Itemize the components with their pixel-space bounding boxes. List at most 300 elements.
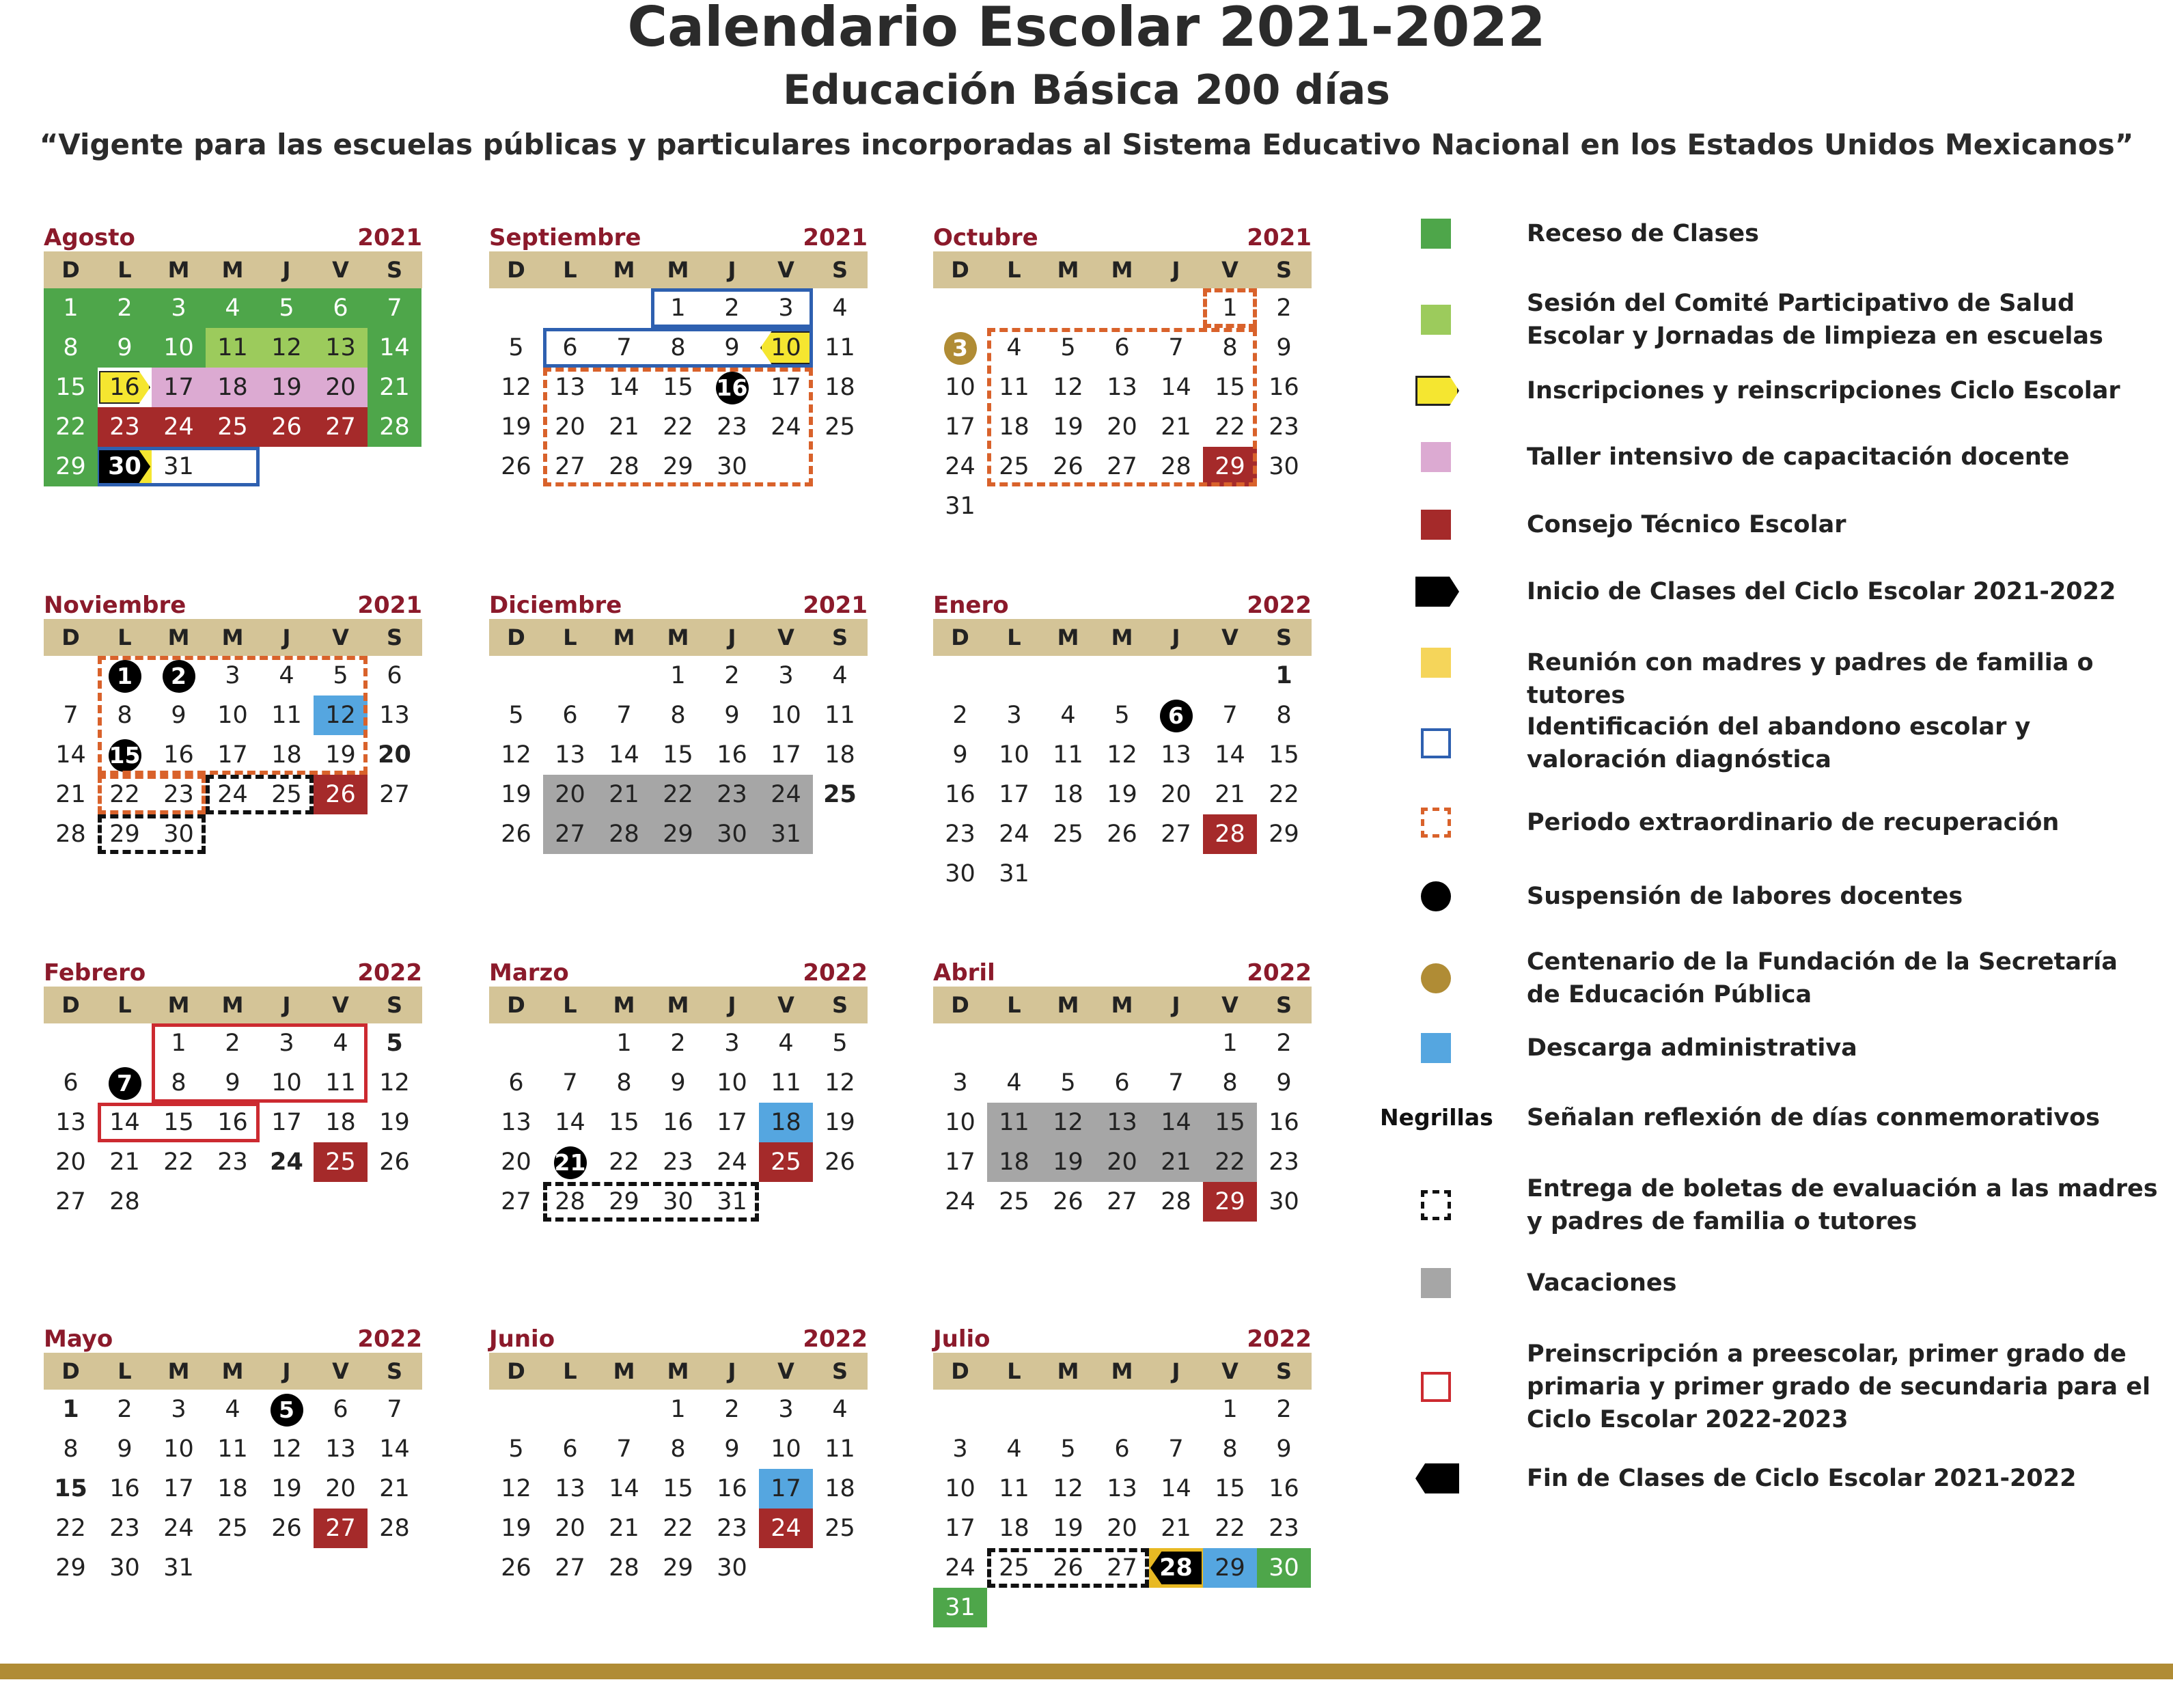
day-cell: 2	[724, 662, 740, 689]
day-cell: 22	[109, 781, 140, 808]
weekday-label: D	[951, 257, 969, 283]
day-cell	[1149, 695, 1203, 735]
day-cell: 28	[109, 1188, 140, 1215]
day-cell: 27	[314, 1509, 368, 1548]
day-cell: 9	[1276, 1435, 1292, 1463]
legend-label: Consejo Técnico Escolar	[1527, 511, 1846, 538]
weekday-label: M	[667, 992, 689, 1018]
day-cell: 2	[1276, 1030, 1292, 1057]
day-cell: 10	[717, 1069, 747, 1097]
day-cell: 18	[1053, 781, 1083, 808]
day-cell: 29	[55, 1554, 86, 1582]
day-cell: 23	[1269, 413, 1299, 441]
day-cell: 25	[825, 413, 855, 441]
day-cell: 2	[1276, 1396, 1292, 1423]
weekday-label: V	[332, 257, 349, 283]
day-cell: 31	[945, 493, 975, 520]
day-cell: 8	[117, 702, 133, 729]
day-cell: 3	[724, 1030, 740, 1057]
legend-swatch	[1421, 442, 1451, 472]
weekday-label: S	[386, 257, 403, 283]
day-cell: 6	[562, 334, 578, 361]
day-cell: 27	[55, 1188, 86, 1215]
month-header	[933, 592, 1312, 619]
month-febrero	[44, 959, 422, 1342]
legend-dashed-swatch	[1421, 1190, 1451, 1220]
day-cell: 20	[555, 1515, 585, 1542]
weekday-label: D	[61, 992, 80, 1018]
day-cell: 12	[1053, 1475, 1083, 1502]
day-cell: 14	[1161, 1475, 1191, 1502]
month-year: 2021	[803, 224, 868, 251]
day-cell: 5	[333, 662, 348, 689]
weekday-label: M	[1111, 624, 1133, 650]
day-cell: 15	[1215, 374, 1245, 401]
day-cell: 11	[217, 1435, 248, 1463]
day-cell: 11	[1053, 741, 1083, 769]
weekday-label: J	[728, 992, 736, 1018]
day-cell: 2	[670, 1030, 686, 1057]
day-cell: 14	[55, 741, 86, 769]
day-cell: 29	[651, 814, 705, 854]
month-name: Febrero	[44, 959, 146, 987]
day-cell	[98, 1063, 152, 1103]
day-cell: 23	[945, 821, 975, 848]
weekday-label: V	[332, 624, 349, 650]
day-cell: 16	[1269, 1475, 1299, 1502]
day-cell: 17	[163, 1475, 194, 1502]
day-cell: 16	[217, 1109, 248, 1136]
month-header	[933, 959, 1312, 987]
day-cell: 25	[1053, 821, 1083, 848]
day-cell: 12	[1041, 1103, 1095, 1142]
weekday-label: L	[117, 1358, 132, 1384]
weekday-label: M	[667, 1358, 689, 1384]
day-cell: 8	[670, 1435, 686, 1463]
month-year: 2021	[357, 224, 422, 251]
day-cell: 18	[999, 413, 1029, 441]
black-circle-icon: 16	[716, 372, 749, 404]
day-cell: 14	[1161, 374, 1191, 401]
day-cell: 24	[945, 453, 975, 480]
weekday-label: M	[167, 1358, 190, 1384]
month-name: Junio	[489, 1325, 555, 1353]
month-header	[44, 592, 422, 619]
day-cell: 29	[663, 1554, 693, 1582]
weekday-label: M	[1057, 257, 1079, 283]
day-cell: 11	[999, 374, 1029, 401]
day-cell: 25	[217, 1515, 248, 1542]
day-cell: 12	[501, 374, 531, 401]
day-cell: 7	[387, 1396, 402, 1423]
day-cell: 20	[314, 368, 368, 407]
legend-label: Preinscripción a preescolar, primer grado de primaria y primer grado de secundaria para el Ciclo Escolar 2022-2023	[1527, 1340, 2150, 1433]
day-cell: 6	[1114, 1069, 1130, 1097]
day-cell: 3	[778, 662, 794, 689]
day-cell: 17	[152, 368, 206, 407]
month-name: Noviembre	[44, 592, 186, 619]
day-cell: 18	[825, 1475, 855, 1502]
day-cell: 24	[945, 1554, 975, 1582]
black-circle-icon: 2	[163, 660, 195, 693]
weekday-label: L	[1007, 1358, 1021, 1384]
day-cell: 28	[1203, 814, 1257, 854]
day-cell: 12	[314, 695, 368, 735]
day-cell: 9	[952, 741, 968, 769]
day-cell: 27	[501, 1188, 531, 1215]
day-cell: 26	[260, 407, 314, 447]
weekday-label: M	[613, 257, 635, 283]
day-cell: 12	[379, 1069, 410, 1097]
day-cell: 30	[717, 453, 747, 480]
day-cell: 15	[163, 1109, 194, 1136]
weekday-label: M	[167, 257, 190, 283]
month-year: 2022	[1247, 1325, 1312, 1353]
day-cell: 27	[379, 781, 410, 808]
day-cell: 8	[1222, 334, 1238, 361]
day-cell: 26	[1107, 821, 1137, 848]
weekday-label: L	[1007, 257, 1021, 283]
legend-item	[1380, 217, 2159, 250]
day-cell: 20	[1095, 1142, 1149, 1182]
weekday-label: D	[951, 992, 969, 1018]
day-cell	[705, 368, 759, 407]
weekday-label: S	[831, 1358, 848, 1384]
weekday-label: M	[1111, 1358, 1133, 1384]
day-cell: 5	[1060, 334, 1076, 361]
day-cell: 7	[1168, 334, 1184, 361]
day-cell: 10	[999, 741, 1029, 769]
day-cell: 18	[271, 741, 302, 769]
day-cell: 15	[609, 1109, 639, 1136]
legend-label: Identificación del abandono escolar y valoración diagnóstica	[1527, 713, 2031, 773]
day-cell: 19	[501, 781, 531, 808]
day-cell: 8	[670, 334, 686, 361]
day-cell: 28	[368, 407, 421, 447]
day-cell: 12	[1107, 741, 1137, 769]
day-cell: 4	[1006, 1069, 1022, 1097]
day-cell: 6	[63, 1069, 79, 1097]
month-header	[489, 224, 868, 251]
day-cell: 13	[501, 1109, 531, 1136]
day-cell: 31	[163, 1554, 194, 1582]
day-cell: 6	[333, 1396, 348, 1423]
day-cell: 14	[379, 1435, 410, 1463]
day-cell: 17	[945, 413, 975, 441]
day-cell: 4	[832, 1396, 848, 1423]
month-junio	[489, 1325, 868, 1708]
page-subtitle: Educación Básica 200 días	[783, 66, 1390, 114]
day-cell: 27	[1107, 453, 1137, 480]
weekday-label: S	[831, 624, 848, 650]
weekday-label: M	[1057, 992, 1079, 1018]
black-circle-icon: 6	[1160, 700, 1193, 732]
day-cell: 26	[1053, 1554, 1083, 1582]
day-cell: 16	[98, 368, 152, 407]
month-name: Agosto	[44, 224, 135, 251]
day-cell: 19	[260, 368, 314, 407]
legend-circle-icon	[1421, 963, 1451, 993]
day-cell: 4	[832, 294, 848, 322]
day-cell: 6	[1114, 1435, 1130, 1463]
day-cell: 17	[771, 741, 801, 769]
day-cell: 6	[1114, 334, 1130, 361]
weekday-label: M	[1057, 624, 1079, 650]
day-cell: 9	[724, 702, 740, 729]
day-cell: 7	[63, 702, 79, 729]
legend-dashed-swatch	[1421, 808, 1451, 838]
day-cell: 23	[98, 407, 152, 447]
day-cell: 13	[55, 1109, 86, 1136]
day-cell: 3	[225, 662, 240, 689]
month-year: 2022	[803, 959, 868, 987]
day-cell: 25	[271, 781, 302, 808]
day-cell: 13	[1107, 374, 1137, 401]
day-cell: 7	[368, 288, 421, 328]
month-year: 2022	[1247, 592, 1312, 619]
day-cell: 2	[952, 702, 968, 729]
weekday-label: D	[507, 1358, 525, 1384]
weekday-label: M	[1057, 1358, 1079, 1384]
day-cell: 15	[663, 1475, 693, 1502]
legend-label: Suspensión de labores docentes	[1527, 883, 1963, 910]
legend-label: Inscripciones y reinscripciones Ciclo Escolar	[1527, 377, 2120, 404]
day-cell: 15	[663, 374, 693, 401]
day-cell: 15	[1215, 1475, 1245, 1502]
legend-label: Sesión del Comité Participativo de Salud Escolar y Jornadas de limpieza en escuelas	[1527, 290, 2103, 350]
legend-swatch	[1421, 510, 1451, 540]
day-cell: 24	[717, 1148, 747, 1176]
day-cell: 30	[717, 1554, 747, 1582]
day-cell: 6	[314, 288, 368, 328]
day-cell: 17	[217, 741, 248, 769]
day-cell: 13	[325, 1435, 356, 1463]
month-header	[489, 592, 868, 619]
day-cell: 10	[759, 328, 813, 368]
day-cell	[260, 1390, 314, 1429]
day-cell: 9	[117, 1435, 133, 1463]
day-cell: 21	[1161, 1515, 1191, 1542]
day-cell: 12	[825, 1069, 855, 1097]
weekday-label: S	[1275, 1358, 1292, 1384]
yellow-flag-icon	[1415, 376, 1459, 406]
month-header	[44, 224, 422, 251]
legend-circle-icon	[1421, 881, 1451, 911]
legend-item	[1380, 1101, 2159, 1134]
legend-item	[1380, 711, 2159, 776]
day-cell: 8	[1222, 1435, 1238, 1463]
day-cell: 20	[1107, 413, 1137, 441]
weekday-label: M	[167, 624, 190, 650]
day-cell: 21	[379, 1475, 410, 1502]
day-cell: 28	[1161, 1188, 1191, 1215]
day-cell: 30	[663, 1188, 693, 1215]
legend-item	[1380, 1462, 2159, 1495]
day-cell: 22	[44, 407, 98, 447]
legend-swatch	[1421, 648, 1451, 678]
day-cell: 4	[1006, 1435, 1022, 1463]
month-header	[44, 959, 422, 987]
day-cell: 11	[825, 702, 855, 729]
day-cell: 23	[217, 1148, 248, 1176]
day-cell: 28	[1149, 1548, 1203, 1588]
day-cell: 4	[832, 662, 848, 689]
day-cell: 16	[163, 741, 194, 769]
day-cell: 8	[44, 328, 98, 368]
day-cell: 30	[1269, 1188, 1299, 1215]
weekday-label: L	[117, 624, 132, 650]
day-cell: 27	[314, 407, 368, 447]
weekday-bar	[44, 619, 422, 656]
day-cell: 10	[945, 374, 975, 401]
weekday-label: V	[777, 992, 794, 1018]
month-year: 2021	[803, 592, 868, 619]
day-cell: 24	[217, 781, 248, 808]
legend-swatch	[1421, 1268, 1451, 1298]
weekday-label: M	[1111, 992, 1133, 1018]
weekday-label: M	[221, 624, 244, 650]
day-cell: 28	[55, 821, 86, 848]
day-cell: 23	[163, 781, 194, 808]
weekday-bar	[933, 251, 1312, 288]
legend-item	[1380, 374, 2159, 407]
day-cell: 10	[271, 1069, 302, 1097]
weekday-label: D	[61, 624, 80, 650]
weekday-label: D	[61, 257, 80, 283]
day-cell: 6	[562, 702, 578, 729]
black-circle-icon: 7	[109, 1067, 141, 1100]
day-cell: 18	[759, 1103, 813, 1142]
day-cell: 25	[823, 781, 857, 808]
month-year: 2022	[803, 1325, 868, 1353]
day-cell: 8	[616, 1069, 632, 1097]
day-cell: 4	[225, 1396, 240, 1423]
month-abril	[933, 959, 1312, 1342]
day-cell: 28	[379, 1515, 410, 1542]
weekday-label: J	[728, 257, 736, 283]
day-cell: 7	[1222, 702, 1238, 729]
day-cell: 14	[609, 741, 639, 769]
day-cell: 18	[217, 1475, 248, 1502]
day-cell: 15	[1203, 1103, 1257, 1142]
weekday-bar	[44, 987, 422, 1023]
day-cell: 12	[1053, 374, 1083, 401]
day-cell: 11	[206, 328, 260, 368]
day-cell: 14	[368, 328, 421, 368]
month-julio	[933, 1325, 1312, 1708]
day-cell: 26	[1053, 453, 1083, 480]
day-cell	[98, 656, 152, 695]
day-cell: 1	[44, 288, 98, 328]
day-cell: 24	[270, 1148, 303, 1176]
day-cell: 9	[171, 702, 186, 729]
day-cell: 8	[1276, 702, 1292, 729]
day-cell: 1	[62, 1396, 79, 1423]
day-cell: 4	[279, 662, 294, 689]
weekday-label: M	[167, 992, 190, 1018]
day-cell: 25	[999, 1554, 1029, 1582]
weekday-label: V	[1221, 624, 1238, 650]
month-octubre	[933, 224, 1312, 607]
day-cell: 9	[670, 1069, 686, 1097]
day-cell: 18	[825, 374, 855, 401]
black-circle-icon: 15	[109, 739, 141, 772]
legend-item	[1380, 1032, 2159, 1064]
day-cell: 2	[1276, 294, 1292, 322]
day-cell: 14	[609, 374, 639, 401]
day-cell: 10	[771, 1435, 801, 1463]
legend-item	[1380, 946, 2159, 1011]
legend-outline-swatch	[1421, 728, 1451, 758]
day-cell: 16	[1269, 1109, 1299, 1136]
day-cell: 13	[1161, 741, 1191, 769]
day-cell: 10	[771, 702, 801, 729]
month-noviembre	[44, 592, 422, 974]
day-cell: 24	[759, 1509, 813, 1548]
day-cell: 29	[44, 447, 98, 486]
day-cell: 14	[1149, 1103, 1203, 1142]
day-cell: 1	[1222, 1396, 1238, 1423]
day-cell: 13	[1095, 1103, 1149, 1142]
day-cell: 15	[1269, 741, 1299, 769]
legend-term: Negrillas	[1380, 1104, 1493, 1131]
day-cell: 23	[717, 1515, 747, 1542]
month-name: Diciembre	[489, 592, 622, 619]
day-cell: 31	[999, 860, 1029, 887]
day-cell: 5	[1060, 1435, 1076, 1463]
day-cell: 14	[1215, 741, 1245, 769]
day-cell: 26	[501, 1554, 531, 1582]
day-cell	[98, 735, 152, 775]
weekday-label: M	[613, 1358, 635, 1384]
month-agosto	[44, 224, 422, 607]
day-cell: 12	[501, 741, 531, 769]
day-cell: 26	[1053, 1188, 1083, 1215]
day-cell: 1	[670, 1396, 686, 1423]
day-cell: 18	[206, 368, 260, 407]
day-cell: 20	[55, 1148, 86, 1176]
weekday-label: V	[777, 624, 794, 650]
weekday-label: S	[386, 992, 403, 1018]
day-cell: 22	[1203, 1142, 1257, 1182]
day-cell: 19	[1053, 413, 1083, 441]
day-cell: 24	[759, 775, 813, 814]
day-cell: 26	[825, 1148, 855, 1176]
legend-item	[1380, 441, 2159, 473]
day-cell: 30	[1257, 1548, 1311, 1588]
weekday-label: J	[282, 1358, 291, 1384]
day-cell: 29	[109, 821, 140, 848]
day-cell: 12	[260, 328, 314, 368]
legend-item	[1380, 880, 2159, 913]
day-cell: 8	[670, 702, 686, 729]
weekday-bar	[489, 1353, 868, 1390]
month-enero	[933, 592, 1312, 974]
day-cell: 9	[724, 334, 740, 361]
day-cell: 20	[1161, 781, 1191, 808]
month-year: 2022	[357, 1325, 422, 1353]
weekday-label: L	[1007, 624, 1021, 650]
day-cell: 30	[163, 821, 194, 848]
day-cell: 5	[832, 1030, 848, 1057]
legend-swatch	[1421, 1033, 1451, 1063]
day-cell: 23	[717, 413, 747, 441]
day-cell: 28	[609, 453, 639, 480]
day-cell: 15	[54, 1475, 87, 1502]
day-cell: 7	[562, 1069, 578, 1097]
day-cell: 19	[501, 413, 531, 441]
day-cell: 12	[271, 1435, 302, 1463]
